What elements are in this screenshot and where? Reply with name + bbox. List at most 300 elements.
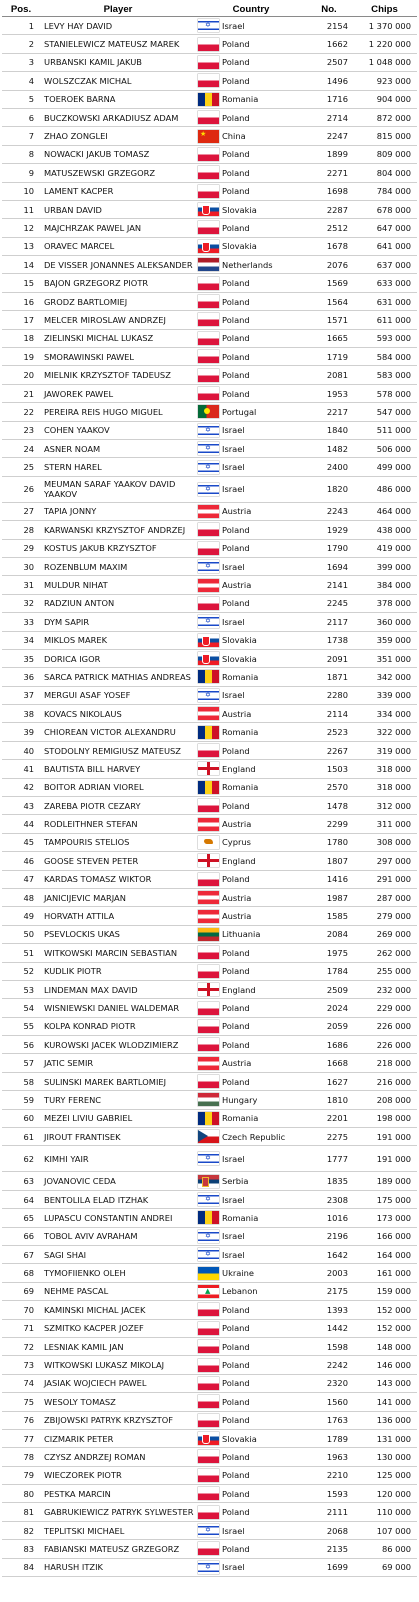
chip-count: 208 000: [352, 1091, 417, 1109]
country-name: Poland: [222, 524, 250, 535]
country-name: Poland: [222, 314, 250, 325]
country-name: England: [222, 763, 256, 774]
country-name: Israel: [222, 561, 245, 572]
player-number: 2523: [306, 723, 352, 741]
country-name: Poland: [222, 167, 250, 178]
country-flag-icon: [198, 369, 219, 382]
country-flag-icon: [198, 1002, 219, 1015]
player-number: 1560: [306, 1393, 352, 1411]
table-row: [2, 1246, 417, 1264]
country-cell: [196, 403, 306, 421]
table-row: [2, 1337, 417, 1355]
country-flag-icon: [198, 277, 219, 290]
player-name: MELCER MIROSLAW ANDRZEJ: [40, 311, 196, 329]
country-name: Poland: [222, 745, 250, 756]
player-number: 2024: [306, 999, 352, 1017]
table-row: [2, 852, 417, 870]
player-number: 2512: [306, 219, 352, 237]
player-number: 1763: [306, 1411, 352, 1429]
country-cell: [196, 1503, 306, 1521]
chip-count: 322 000: [352, 723, 417, 741]
country-name: Austria: [222, 819, 252, 830]
country-name: Austria: [222, 892, 252, 903]
table-row: [2, 649, 417, 667]
country-name: Romania: [222, 671, 259, 682]
country-flag-icon: [198, 910, 219, 923]
player-number: 2287: [306, 200, 352, 218]
country-flag-icon: [198, 240, 219, 253]
table-row: [2, 797, 417, 815]
chip-count: 641 000: [352, 237, 417, 255]
row-position: 82: [2, 1521, 40, 1539]
country-name: Czech Republic: [222, 1131, 286, 1142]
player-number: 2570: [306, 778, 352, 796]
table-row: [2, 35, 417, 53]
row-position: 54: [2, 999, 40, 1017]
country-flag-icon: [198, 19, 219, 32]
player-number: 1482: [306, 439, 352, 457]
player-number: 1698: [306, 182, 352, 200]
player-number: 2267: [306, 741, 352, 759]
row-position: 57: [2, 1054, 40, 1072]
country-name: Poland: [222, 149, 250, 160]
country-cell: [196, 182, 306, 200]
country-flag-icon: [198, 185, 219, 198]
player-number: 1790: [306, 539, 352, 557]
chip-count: 226 000: [352, 1017, 417, 1035]
country-cell: [196, 723, 306, 741]
country-flag-icon: [198, 579, 219, 592]
row-position: 26: [2, 476, 40, 502]
country-flag-icon: [198, 387, 219, 400]
table-row: [2, 1448, 417, 1466]
country-cell: [196, 980, 306, 998]
country-name: Poland: [222, 1304, 250, 1315]
table-row: [2, 907, 417, 925]
country-cell: [196, 999, 306, 1017]
chip-count: 647 000: [352, 219, 417, 237]
country-flag-icon: [198, 523, 219, 536]
country-cell: [196, 888, 306, 906]
table-row: [2, 1190, 417, 1208]
table-row: [2, 237, 417, 255]
country-cell: [196, 1319, 306, 1337]
player-number: 1442: [306, 1319, 352, 1337]
table-row: [2, 705, 417, 723]
table-row: [2, 925, 417, 943]
table-row: [2, 1264, 417, 1282]
table-row: [2, 1282, 417, 1300]
player-number: 1564: [306, 292, 352, 310]
row-position: 1: [2, 17, 40, 35]
country-flag-icon: [198, 928, 219, 941]
chip-count: 166 000: [352, 1227, 417, 1245]
chip-count: 351 000: [352, 649, 417, 667]
row-position: 22: [2, 403, 40, 421]
country-name: Austria: [222, 506, 252, 517]
table-row: [2, 557, 417, 575]
player-name: JATIC SEMIR: [40, 1054, 196, 1072]
chip-count: 164 000: [352, 1246, 417, 1264]
player-name: KAMINSKI MICHAL JACEK: [40, 1301, 196, 1319]
player-number: 2154: [306, 17, 352, 35]
country-flag-icon: [198, 1057, 219, 1070]
player-name: SARCA PATRICK MATHIAS ANDREAS: [40, 668, 196, 686]
chip-count: 633 000: [352, 274, 417, 292]
row-position: 71: [2, 1319, 40, 1337]
chip-count: 152 000: [352, 1319, 417, 1337]
row-position: 6: [2, 108, 40, 126]
chip-count: 547 000: [352, 403, 417, 421]
country-name: Israel: [222, 1249, 245, 1260]
chip-count: 511 000: [352, 421, 417, 439]
country-flag-icon: [198, 1230, 219, 1243]
chip-count: 809 000: [352, 145, 417, 163]
country-flag-icon: [198, 1075, 219, 1088]
player-number: 2714: [306, 108, 352, 126]
player-number: 1810: [306, 1091, 352, 1109]
row-position: 59: [2, 1091, 40, 1109]
player-number: 2117: [306, 613, 352, 631]
table-row: [2, 815, 417, 833]
player-number: 2247: [306, 127, 352, 145]
country-flag-icon: [198, 350, 219, 363]
country-flag-icon: [198, 670, 219, 683]
country-cell: [196, 649, 306, 667]
country-name: Poland: [222, 1488, 250, 1499]
player-name: SZMITKO KACPER JOZEF: [40, 1319, 196, 1337]
row-position: 2: [2, 35, 40, 53]
chip-count: 312 000: [352, 797, 417, 815]
country-cell: [196, 256, 306, 274]
row-position: 13: [2, 237, 40, 255]
country-cell: [196, 1356, 306, 1374]
player-name: CIZMARIK PETER: [40, 1429, 196, 1447]
table-row: [2, 439, 417, 457]
row-position: 36: [2, 668, 40, 686]
country-name: Israel: [222, 1194, 245, 1205]
row-position: 44: [2, 815, 40, 833]
table-row: [2, 145, 417, 163]
country-name: Poland: [222, 57, 250, 68]
chip-count: 334 000: [352, 705, 417, 723]
country-cell: [196, 1558, 306, 1576]
country-cell: [196, 557, 306, 575]
country-name: Poland: [222, 222, 250, 233]
country-name: Poland: [222, 947, 250, 958]
row-position: 37: [2, 686, 40, 704]
row-position: 18: [2, 329, 40, 347]
country-cell: [196, 870, 306, 888]
table-row: [2, 870, 417, 888]
country-flag-icon: [198, 295, 219, 308]
player-number: 1478: [306, 797, 352, 815]
table-row: [2, 421, 417, 439]
table-row: [2, 962, 417, 980]
row-position: 38: [2, 705, 40, 723]
player-number: 1807: [306, 852, 352, 870]
table-row: [2, 1429, 417, 1447]
chip-count: 438 000: [352, 521, 417, 539]
table-row: [2, 53, 417, 71]
table-row: [2, 539, 417, 557]
country-cell: [196, 1466, 306, 1484]
country-cell: [196, 1190, 306, 1208]
table-row: [2, 833, 417, 851]
player-number: 2320: [306, 1374, 352, 1392]
table-row: [2, 1466, 417, 1484]
row-position: 45: [2, 833, 40, 851]
player-name: KUDLIK PIOTR: [40, 962, 196, 980]
player-name: MAJCHRZAK PAWEL JAN: [40, 219, 196, 237]
row-position: 48: [2, 888, 40, 906]
player-name: TYMOFIIENKO OLEH: [40, 1264, 196, 1282]
player-number: 1627: [306, 1072, 352, 1090]
player-number: 1699: [306, 1558, 352, 1576]
chip-count: 232 000: [352, 980, 417, 998]
country-flag-icon: [198, 166, 219, 179]
country-cell: [196, 90, 306, 108]
player-name: LEVY HAY DAVID: [40, 17, 196, 35]
chip-count: 131 000: [352, 1429, 417, 1447]
chip-count: 419 000: [352, 539, 417, 557]
table-row: [2, 219, 417, 237]
player-name: RODLEITHNER STEFAN: [40, 815, 196, 833]
country-cell: [196, 421, 306, 439]
country-name: England: [222, 984, 256, 995]
table-row: [2, 311, 417, 329]
country-flag-icon: [198, 203, 219, 216]
player-number: 1963: [306, 1448, 352, 1466]
table-row: [2, 1374, 417, 1392]
table-row: [2, 108, 417, 126]
country-cell: [196, 797, 306, 815]
country-name: Israel: [222, 1231, 245, 1242]
row-position: 51: [2, 944, 40, 962]
chip-count: 399 000: [352, 557, 417, 575]
country-cell: [196, 200, 306, 218]
country-flag-icon: [198, 1152, 219, 1165]
row-position: 30: [2, 557, 40, 575]
country-cell: [196, 292, 306, 310]
country-flag-icon: [198, 38, 219, 51]
country-name: Poland: [222, 1039, 250, 1050]
country-name: Romania: [222, 1113, 259, 1124]
player-number: 1719: [306, 348, 352, 366]
player-name: JAWOREK PAWEL: [40, 384, 196, 402]
country-flag-icon: [198, 891, 219, 904]
row-position: 68: [2, 1264, 40, 1282]
chip-count: 69 000: [352, 1558, 417, 1576]
country-cell: [196, 778, 306, 796]
row-position: 66: [2, 1227, 40, 1245]
player-number: 1953: [306, 384, 352, 402]
player-number: 2271: [306, 164, 352, 182]
player-number: 2242: [306, 1356, 352, 1374]
country-name: Poland: [222, 1341, 250, 1352]
chip-count: 308 000: [352, 833, 417, 851]
player-number: 1987: [306, 888, 352, 906]
country-name: Poland: [222, 1470, 250, 1481]
player-number: 1777: [306, 1146, 352, 1172]
country-name: Romania: [222, 94, 259, 105]
player-number: 2299: [306, 815, 352, 833]
country-name: China: [222, 131, 246, 142]
player-name: ZHAO ZONGLEI: [40, 127, 196, 145]
chip-count: 191 000: [352, 1146, 417, 1172]
country-flag-icon: [198, 946, 219, 959]
row-position: 29: [2, 539, 40, 557]
table-row: [2, 127, 417, 145]
row-position: 24: [2, 439, 40, 457]
player-name: TURY FERENC: [40, 1091, 196, 1109]
row-position: 14: [2, 256, 40, 274]
player-name: DORICA IGOR: [40, 649, 196, 667]
row-position: 77: [2, 1429, 40, 1447]
player-name: TOEROEK BARNA: [40, 90, 196, 108]
country-name: Poland: [222, 1360, 250, 1371]
country-cell: [196, 686, 306, 704]
player-name: HARUSH ITZIK: [40, 1558, 196, 1576]
player-name: SMORAWINSKI PAWEL: [40, 348, 196, 366]
country-cell: [196, 1109, 306, 1127]
country-name: Israel: [222, 690, 245, 701]
row-position: 11: [2, 200, 40, 218]
chip-count: 318 000: [352, 760, 417, 778]
country-name: Poland: [222, 874, 250, 885]
table-row: [2, 1301, 417, 1319]
player-number: 2111: [306, 1503, 352, 1521]
country-cell: [196, 164, 306, 182]
player-name: JOVANOVIC CEDA: [40, 1172, 196, 1190]
table-row: [2, 384, 417, 402]
row-position: 9: [2, 164, 40, 182]
chip-count: 143 000: [352, 1374, 417, 1392]
table-row: [2, 1558, 417, 1576]
player-name: MIELNIK KRZYSZTOF TADEUSZ: [40, 366, 196, 384]
row-position: 52: [2, 962, 40, 980]
chip-count: 148 000: [352, 1337, 417, 1355]
player-number: 1694: [306, 557, 352, 575]
table-row: [2, 476, 417, 502]
country-cell: [196, 53, 306, 71]
country-name: Poland: [222, 1021, 250, 1032]
country-cell: [196, 1209, 306, 1227]
chip-count: 216 000: [352, 1072, 417, 1090]
country-name: Israel: [222, 616, 245, 627]
country-flag-icon: [198, 148, 219, 161]
table-row: [2, 1128, 417, 1146]
country-name: Poland: [222, 1378, 250, 1389]
table-row: [2, 329, 417, 347]
header-player: Player: [40, 2, 196, 17]
country-flag-icon: [198, 854, 219, 867]
player-number: 1416: [306, 870, 352, 888]
player-number: 2201: [306, 1109, 352, 1127]
player-name: ZIELINSKI MICHAL LUKASZ: [40, 329, 196, 347]
country-flag-icon: [198, 1248, 219, 1261]
chip-count: 578 000: [352, 384, 417, 402]
country-cell: [196, 962, 306, 980]
player-name: ZBIJOWSKI PATRYK KRZYSZTOF: [40, 1411, 196, 1429]
table-row: [2, 1356, 417, 1374]
country-name: Lebanon: [222, 1286, 258, 1297]
player-name: JIROUT FRANTISEK: [40, 1128, 196, 1146]
country-name: Austria: [222, 708, 252, 719]
player-name: MATUSZEWSKI GRZEGORZ: [40, 164, 196, 182]
country-flag-icon: [198, 1395, 219, 1408]
country-cell: [196, 1054, 306, 1072]
country-cell: [196, 458, 306, 476]
country-cell: [196, 760, 306, 778]
country-flag-icon: [198, 1506, 219, 1519]
country-flag-icon: [198, 221, 219, 234]
row-position: 56: [2, 1036, 40, 1054]
country-name: Poland: [222, 333, 250, 344]
player-number: 1503: [306, 760, 352, 778]
country-flag-icon: [198, 689, 219, 702]
chip-count: 342 000: [352, 668, 417, 686]
country-name: Poland: [222, 296, 250, 307]
country-flag-icon: [198, 1020, 219, 1033]
row-position: 34: [2, 631, 40, 649]
country-flag-icon: [198, 615, 219, 628]
country-name: Poland: [222, 800, 250, 811]
player-name: WIECZOREK PIOTR: [40, 1466, 196, 1484]
country-name: Romania: [222, 1212, 259, 1223]
player-number: 1496: [306, 72, 352, 90]
country-flag-icon: [198, 1414, 219, 1427]
table-row: [2, 366, 417, 384]
chip-count: 130 000: [352, 1448, 417, 1466]
player-name: KUROWSKI JACEK WLODZIMIERZ: [40, 1036, 196, 1054]
country-cell: [196, 329, 306, 347]
row-position: 25: [2, 458, 40, 476]
chip-count: 262 000: [352, 944, 417, 962]
player-name: CHIOREAN VICTOR ALEXANDRU: [40, 723, 196, 741]
row-position: 63: [2, 1172, 40, 1190]
player-number: 1975: [306, 944, 352, 962]
country-cell: [196, 311, 306, 329]
player-name: RADZIUN ANTON: [40, 594, 196, 612]
country-cell: [196, 668, 306, 686]
chip-count: 584 000: [352, 348, 417, 366]
header-no: No.: [306, 2, 352, 17]
player-name: MERGUI ASAF YOSEF: [40, 686, 196, 704]
row-position: 21: [2, 384, 40, 402]
row-position: 75: [2, 1393, 40, 1411]
player-name: WISNIEWSKI DANIEL WALDEMAR: [40, 999, 196, 1017]
table-row: [2, 1054, 417, 1072]
country-name: Austria: [222, 911, 252, 922]
country-cell: [196, 594, 306, 612]
chip-count: 904 000: [352, 90, 417, 108]
country-cell: [196, 1091, 306, 1109]
chip-count: 611 000: [352, 311, 417, 329]
country-cell: [196, 108, 306, 126]
country-cell: [196, 274, 306, 292]
country-flag-icon: [198, 836, 219, 849]
chip-count: 1 048 000: [352, 53, 417, 71]
country-flag-icon: [198, 542, 219, 555]
row-position: 62: [2, 1146, 40, 1172]
country-name: Israel: [222, 1562, 245, 1573]
chip-count: 291 000: [352, 870, 417, 888]
country-flag-icon: [198, 1450, 219, 1463]
player-name: MULDUR NIHAT: [40, 576, 196, 594]
country-cell: [196, 1036, 306, 1054]
player-number: 1571: [306, 311, 352, 329]
